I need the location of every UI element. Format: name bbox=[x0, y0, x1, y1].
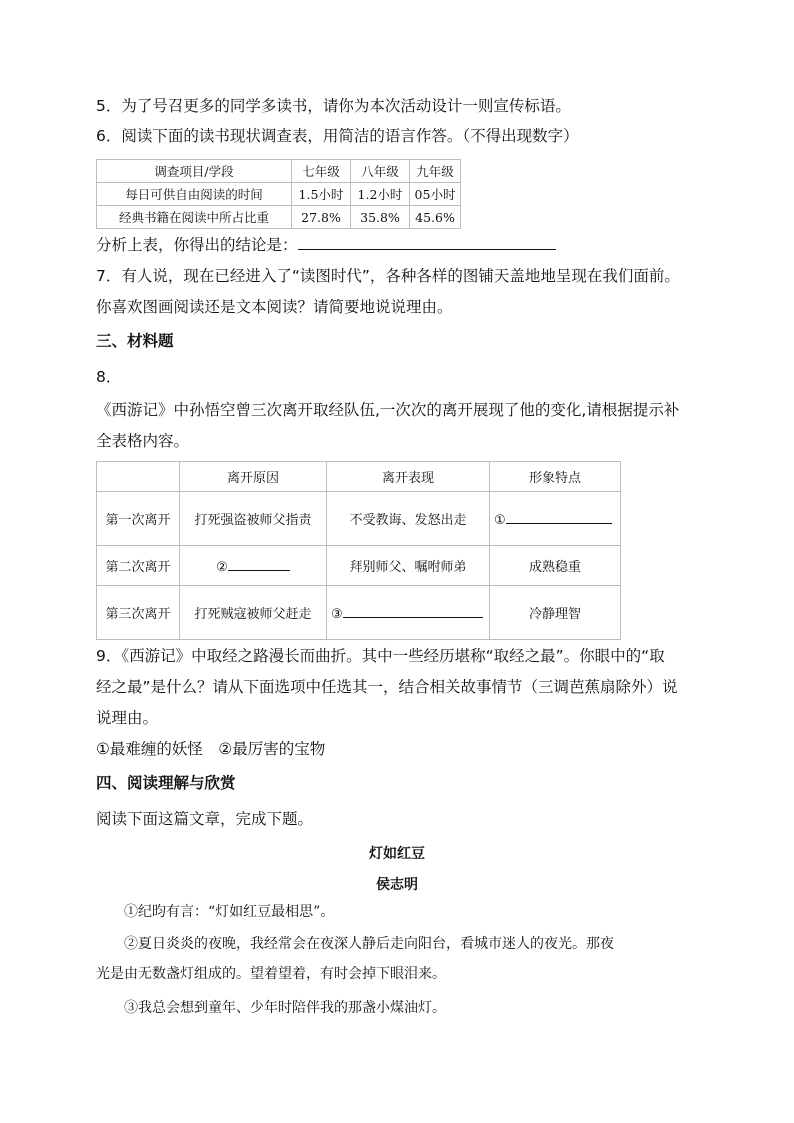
table-row bbox=[97, 183, 461, 206]
survey-table bbox=[96, 159, 461, 229]
table-header-cell: 形象特点 bbox=[490, 462, 621, 492]
table-row bbox=[97, 492, 621, 546]
article-author: 侯志明 bbox=[376, 877, 418, 893]
table-cell: 经典书籍在阅读中所占比重 bbox=[97, 206, 292, 229]
table-cell bbox=[180, 546, 327, 586]
blank-marker: ② bbox=[216, 560, 228, 575]
article-paragraph-2 bbox=[96, 929, 700, 989]
table-row bbox=[97, 206, 461, 229]
answer-blank[interactable] bbox=[343, 603, 483, 618]
table-cell: 拜别师父、嘱咐师弟 bbox=[327, 546, 490, 586]
table-header-cell bbox=[97, 462, 180, 492]
table-header-cell: 离开表现 bbox=[327, 462, 490, 492]
q6-conclusion-label: 分析上表，你得出的结论是： bbox=[96, 236, 298, 254]
reading-intro: 阅读下面这篇文章，完成下题。 bbox=[96, 810, 314, 828]
table-cell: 冷静理智 bbox=[490, 586, 621, 640]
table-header-row bbox=[97, 462, 621, 492]
question-9-line-1: 9．《西游记》中取经之路漫长而曲折。其中一些经历堪称“取经之最”。你眼中的“取 bbox=[96, 647, 665, 665]
table-row bbox=[97, 546, 621, 586]
table-cell: 27.8% bbox=[292, 206, 351, 229]
section-heading-3: 三、材料题 bbox=[96, 332, 174, 350]
table-row bbox=[97, 586, 621, 640]
blank-marker: ① bbox=[494, 513, 506, 528]
answer-blank[interactable] bbox=[228, 556, 290, 571]
question-7-line-1: 7．有人说，现在已经进入了“读图时代”，各种各样的图铺天盖地地呈现在我们面前。 bbox=[96, 267, 680, 285]
table-cell: 05小时 bbox=[410, 183, 461, 206]
paragraph-line: 光是由无数盏灯组成的。望着望着，有时会掉下眼泪来。 bbox=[96, 966, 446, 982]
table-header-cell: 九年级 bbox=[410, 160, 461, 183]
question-9-line-2: 经之最”是什么？请从下面选项中任选其一，结合相关故事情节（三调芭蕉扇除外）说 bbox=[96, 678, 678, 696]
answer-blank[interactable] bbox=[506, 509, 612, 524]
article-title: 灯如红豆 bbox=[369, 846, 425, 862]
q6-conclusion bbox=[96, 235, 556, 255]
table-header-cell: 调查项目/学段 bbox=[97, 160, 292, 183]
table-header-cell: 离开原因 bbox=[180, 462, 327, 492]
article-paragraph-1: ①纪昀有言：“灯如红豆最相思”。 bbox=[124, 904, 335, 920]
article-paragraph-3: ③我总会想到童年、少年时陪伴我的那盏小煤油灯。 bbox=[124, 1000, 446, 1016]
table-cell: 打死贼寇被师父赶走 bbox=[180, 586, 327, 640]
table-cell: 第一次离开 bbox=[97, 492, 180, 546]
table-cell bbox=[490, 492, 621, 546]
answer-blank[interactable] bbox=[298, 235, 556, 250]
question-9-options: ①最难缠的妖怪 ②最厉害的宝物 bbox=[96, 740, 326, 758]
paragraph-line: ②夏日炎炎的夜晚，我经常会在夜深人静后走向阳台，看城市迷人的夜光。那夜 bbox=[124, 936, 614, 952]
question-7-line-2: 你喜欢图画阅读还是文本阅读？请简要地说说理由。 bbox=[96, 298, 453, 316]
question-9-line-3: 说理由。 bbox=[96, 709, 159, 727]
table-cell: 1.2小时 bbox=[351, 183, 410, 206]
question-8-number: 8． bbox=[96, 368, 122, 386]
question-8-line-1: 《西游记》中孙悟空曾三次离开取经队伍,一次次的离开展现了他的变化,请根据提示补 bbox=[96, 401, 680, 419]
table-cell: 1.5小时 bbox=[292, 183, 351, 206]
table-cell: 第三次离开 bbox=[97, 586, 180, 640]
question-6: 6．阅读下面的读书现状调查表，用简洁的语言作答。（不得出现数字） bbox=[96, 127, 579, 145]
table-cell: 不受教诲、发怒出走 bbox=[327, 492, 490, 546]
table-cell: 第二次离开 bbox=[97, 546, 180, 586]
table-header-cell: 七年级 bbox=[292, 160, 351, 183]
table-cell: 35.8% bbox=[351, 206, 410, 229]
table-header-row bbox=[97, 160, 461, 183]
section-heading-4: 四、阅读理解与欣赏 bbox=[96, 774, 236, 792]
journey-table bbox=[96, 461, 621, 640]
table-cell bbox=[327, 586, 490, 640]
question-5: 5．为了号召更多的同学多读书，请你为本次活动设计一则宣传标语。 bbox=[96, 97, 571, 115]
table-cell: 成熟稳重 bbox=[490, 546, 621, 586]
table-cell: 打死强盗被师父指责 bbox=[180, 492, 327, 546]
table-cell: 每日可供自由阅读的时间 bbox=[97, 183, 292, 206]
table-cell: 45.6% bbox=[410, 206, 461, 229]
question-8-line-2: 全表格内容。 bbox=[96, 432, 190, 450]
table-header-cell: 八年级 bbox=[351, 160, 410, 183]
blank-marker: ③ bbox=[331, 607, 343, 622]
